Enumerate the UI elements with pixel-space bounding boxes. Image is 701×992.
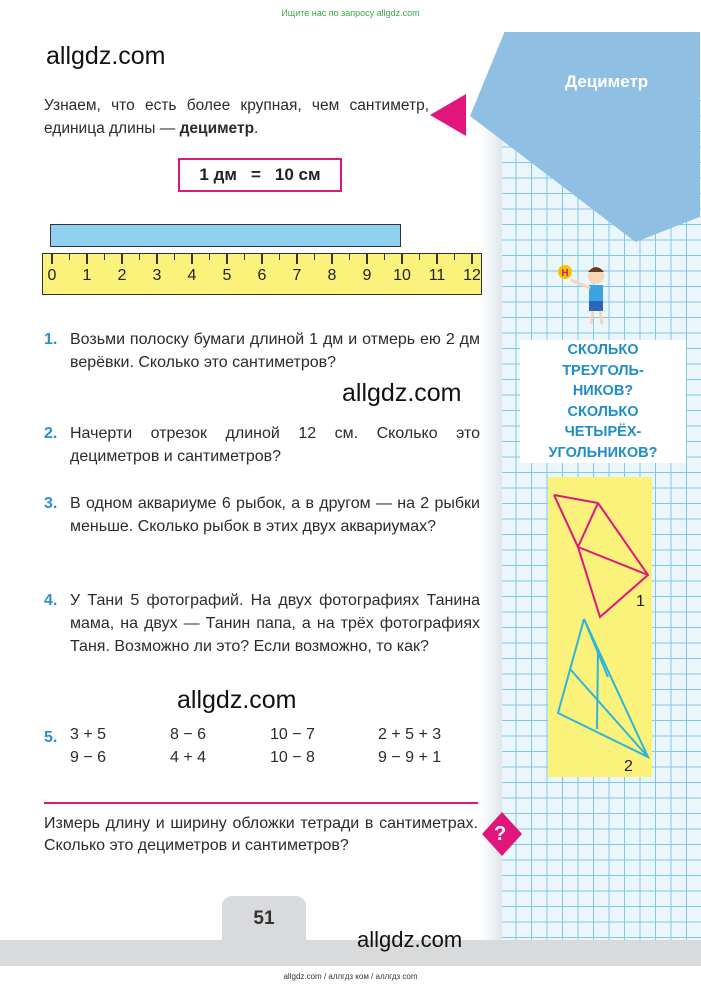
task-1 [44,328,480,374]
ruler-half-tick [349,254,350,260]
formula-left: 1 дм [199,165,237,184]
task-text: Начерти отрезок длиной 12 см. Сколько это дециметров и сантиметров? [70,425,480,465]
marker-letter: Н [561,268,569,279]
bottom-strip [0,940,701,966]
watermark: allgdz.com [177,686,297,714]
ruler-label: 0 [47,267,57,284]
ruler [42,253,482,295]
homework-task: Измерь длину и ширину обложки тетради в сантиметрах. Сколько это дециметров и сантиметров? [44,815,478,854]
boy-illustration-icon [553,258,613,328]
ruler-half-tick [454,254,455,260]
figure-2-line [570,669,648,757]
puzzle-title [520,340,686,463]
puzzle-line: ЧЕТЫРЁХ- [564,424,642,440]
figure-1 [554,495,648,617]
ruler-tick [226,254,228,264]
ruler-label: 11 [428,267,446,284]
boy-shirt [589,285,603,301]
ruler-tick [471,254,473,264]
ruler-half-tick [279,254,280,260]
question-badge [482,812,522,856]
task-number: 5. [44,729,58,746]
ruler-half-tick [244,254,245,260]
watermark: allgdz.com [342,379,462,407]
boy-hair [588,267,604,272]
ruler-half-tick [314,254,315,260]
figure-1-line [578,503,598,547]
ruler-half-tick [139,254,140,260]
formula-right: 10 см [274,165,321,184]
puzzle-line: СКОЛЬКО [567,342,639,358]
ruler-label: 7 [292,267,302,284]
puzzle-line: НИКОВ? [572,383,634,399]
puzzle-line: УГОЛЬНИКОВ? [548,444,658,461]
ruler-label: 2 [117,267,127,284]
ruler-tick [366,254,368,264]
expression: 10 − 7 [270,726,315,743]
ruler-label: 1 [82,267,92,284]
expression: 8 − 6 [170,726,207,743]
ruler-half-tick [174,254,175,260]
expression: 9 − 6 [70,749,107,766]
figure-2-line [597,649,598,729]
figure-2-outline [558,619,648,757]
task-number: 3. [44,495,58,512]
boy-arm [571,280,590,288]
expression: 4 + 4 [170,749,207,766]
boy-shorts [589,301,603,311]
header-note[interactable]: Ищите нас по запросу allgdz.com [281,8,420,18]
paper-strip [50,224,401,247]
formula-equals: = [250,165,261,184]
figure-2 [558,619,648,757]
figure-1-label: 1 [636,593,645,610]
ruler-tick [331,254,333,264]
ruler-half-tick [384,254,385,260]
ruler-half-tick [104,254,105,260]
ruler-half-tick [419,254,420,260]
task-text: В одном аквариуме 6 рыбок, а в другом — на 2 рыбки меньше. Сколько рыбок в этих двух аквариумах? [70,495,480,535]
task-text: У Тани 5 фотографий. На двух фотографиях Танина мама, на двух — Танин папа, а на трёх фотографиях Таня. Возможно ли это? Если возможно, то как? [70,592,480,655]
ruler-tick [51,254,53,264]
question-mark: ? [494,823,507,845]
page-number: 51 [253,908,275,929]
expression: 9 − 9 + 1 [378,749,442,766]
ruler-label: 4 [187,267,197,284]
formula-box [178,158,342,192]
task-number: 2. [44,425,58,442]
figure-2-label: 2 [624,758,633,775]
divider [44,802,478,804]
boy-leg [591,311,593,324]
puzzle-line: ТРЕУГОЛЬ- [562,362,644,379]
ruler-label: 5 [222,267,232,284]
puzzle-figures [548,477,652,777]
figure-2-line [584,619,608,677]
ruler-label: 6 [257,267,267,284]
task-4 [44,589,480,658]
intro-text [44,94,429,140]
ruler-label: 9 [362,267,372,284]
footer-note[interactable]: allgdz.com / аллгдз ком / аллгдз com [283,972,418,981]
ruler-tick [401,254,403,264]
ruler-label: 10 [393,267,411,284]
ruler-label: 3 [152,267,162,284]
topic-title: Дециметр [565,72,649,91]
intro-term: дециметр [179,120,255,137]
ruler-half-tick [69,254,70,260]
task-3 [44,492,480,538]
watermark: allgdz.com [357,927,463,952]
intro-end: . [254,120,259,137]
ruler-tick [436,254,438,264]
puzzle-line: СКОЛЬКО [567,403,639,420]
watermark: allgdz.com [46,42,166,70]
ruler-tick [121,254,123,264]
ruler-label: 8 [327,267,337,284]
ruler-tick [296,254,298,264]
intro-sentence: Узнаем, что есть более крупная, чем сантиметр, единица длины — [44,97,429,137]
expression: 10 − 8 [270,749,315,766]
task-number: 1. [44,331,58,348]
task-text: Возьми полоску бумаги длиной 1 дм и отмерь ею 2 дм верёвки. Сколько это сантиметров? [70,331,480,371]
ruler-tick [86,254,88,264]
task-number: 4. [44,592,58,609]
ruler-tick [261,254,263,264]
expression: 2 + 5 + 3 [378,726,442,743]
ruler-label: 12 [463,267,481,284]
ruler-tick [191,254,193,264]
ruler-half-tick [209,254,210,260]
task-2 [44,422,480,468]
expression: 3 + 5 [70,726,107,743]
ruler-tick [156,254,158,264]
boy-leg [600,311,602,324]
